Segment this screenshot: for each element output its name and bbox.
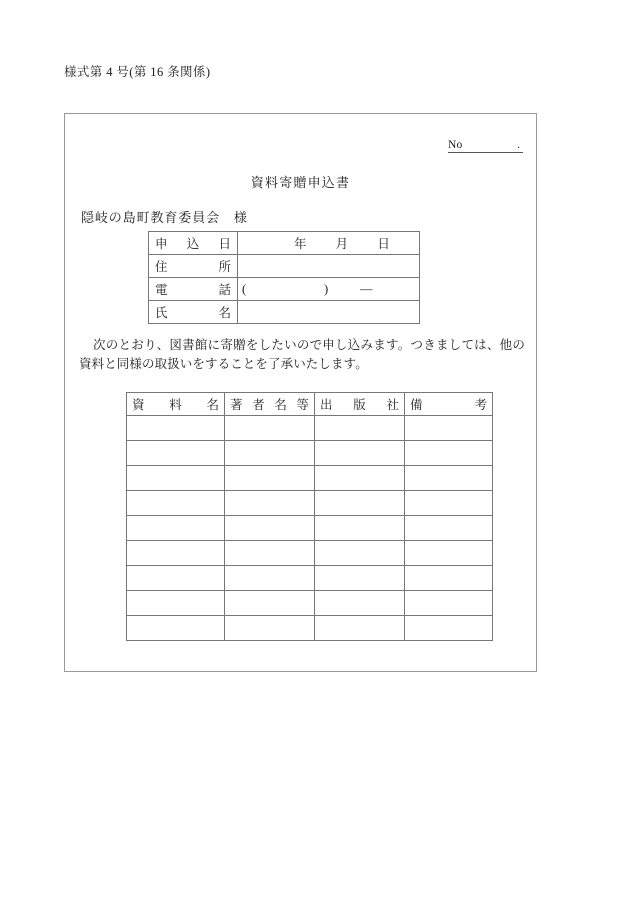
telephone-open-paren: ( xyxy=(242,281,247,296)
table-cell[interactable] xyxy=(127,516,225,541)
table-cell[interactable] xyxy=(225,566,315,591)
table-row-address xyxy=(149,255,420,278)
body-paragraph: 次のとおり、図書館に寄贈をしたいので申し込みます。つきましては、他の資料と同様の取扱いをすることを了承いたします。 xyxy=(79,338,525,372)
table-cell[interactable] xyxy=(225,516,315,541)
table-row-application-date xyxy=(149,232,420,255)
table-row-telephone xyxy=(149,278,420,301)
field-telephone[interactable] xyxy=(238,278,420,301)
table-row xyxy=(127,516,493,541)
table-cell[interactable] xyxy=(315,541,405,566)
table-cell[interactable] xyxy=(315,516,405,541)
items-table-header-row xyxy=(127,393,493,416)
table-cell[interactable] xyxy=(225,491,315,516)
table-cell[interactable] xyxy=(127,541,225,566)
table-cell[interactable] xyxy=(315,416,405,441)
table-cell[interactable] xyxy=(315,491,405,516)
telephone-dash: — xyxy=(360,281,373,296)
table-cell[interactable] xyxy=(405,466,493,491)
table-cell[interactable] xyxy=(127,566,225,591)
table-cell[interactable] xyxy=(315,466,405,491)
column-header-remarks: 備 考 xyxy=(405,393,493,416)
table-row xyxy=(127,416,493,441)
table-cell[interactable] xyxy=(315,441,405,466)
table-row xyxy=(127,566,493,591)
table-cell[interactable] xyxy=(127,441,225,466)
reference-number-trailing-mark: . xyxy=(517,139,520,151)
table-row xyxy=(127,441,493,466)
date-day-label: 日 xyxy=(377,237,390,251)
table-cell[interactable] xyxy=(225,591,315,616)
table-row xyxy=(127,491,493,516)
table-row-name xyxy=(149,301,420,324)
table-cell[interactable] xyxy=(315,566,405,591)
column-header-material-name: 資 料 名 xyxy=(127,393,225,416)
reference-number-field[interactable] xyxy=(448,139,523,153)
table-cell[interactable] xyxy=(127,491,225,516)
table-cell[interactable] xyxy=(405,541,493,566)
table-cell[interactable] xyxy=(405,516,493,541)
date-month-label: 月 xyxy=(335,237,349,251)
table-cell[interactable] xyxy=(405,616,493,641)
table-cell[interactable] xyxy=(405,416,493,441)
field-address[interactable] xyxy=(238,255,420,278)
applicant-info-table xyxy=(148,231,420,324)
table-cell[interactable] xyxy=(225,466,315,491)
label-telephone: 電 話 xyxy=(149,278,238,301)
items-table-body xyxy=(127,416,493,641)
table-cell[interactable] xyxy=(127,616,225,641)
label-name: 氏 名 xyxy=(149,301,238,324)
label-application-date: 申 込 日 xyxy=(149,232,238,255)
label-address: 住 所 xyxy=(149,255,238,278)
donated-items-table xyxy=(126,392,493,641)
reference-number-label: No xyxy=(448,139,463,151)
table-cell[interactable] xyxy=(405,591,493,616)
table-cell[interactable] xyxy=(225,616,315,641)
table-cell[interactable] xyxy=(225,416,315,441)
table-cell[interactable] xyxy=(127,416,225,441)
table-cell[interactable] xyxy=(225,541,315,566)
table-cell[interactable] xyxy=(315,591,405,616)
page-title: 資料寄贈申込書 xyxy=(250,175,351,190)
telephone-close-paren: ) xyxy=(324,281,329,296)
column-header-publisher: 出 版 社 xyxy=(315,393,405,416)
field-name[interactable] xyxy=(238,301,420,324)
document-frame xyxy=(64,113,537,672)
field-application-date[interactable] xyxy=(238,232,420,255)
table-cell[interactable] xyxy=(127,466,225,491)
table-row xyxy=(127,541,493,566)
addressee-line: 隠岐の島町教育委員会 様 xyxy=(81,210,248,225)
date-year-label: 年 xyxy=(294,237,307,251)
table-row xyxy=(127,591,493,616)
table-cell[interactable] xyxy=(405,491,493,516)
table-cell[interactable] xyxy=(405,441,493,466)
form-number-label: 様式第 4 号(第 16 条関係) xyxy=(64,65,211,79)
column-header-author: 著 者 名 等 xyxy=(225,393,315,416)
table-cell[interactable] xyxy=(405,566,493,591)
table-cell[interactable] xyxy=(315,616,405,641)
table-cell[interactable] xyxy=(127,591,225,616)
table-cell[interactable] xyxy=(225,441,315,466)
table-row xyxy=(127,616,493,641)
table-row xyxy=(127,466,493,491)
